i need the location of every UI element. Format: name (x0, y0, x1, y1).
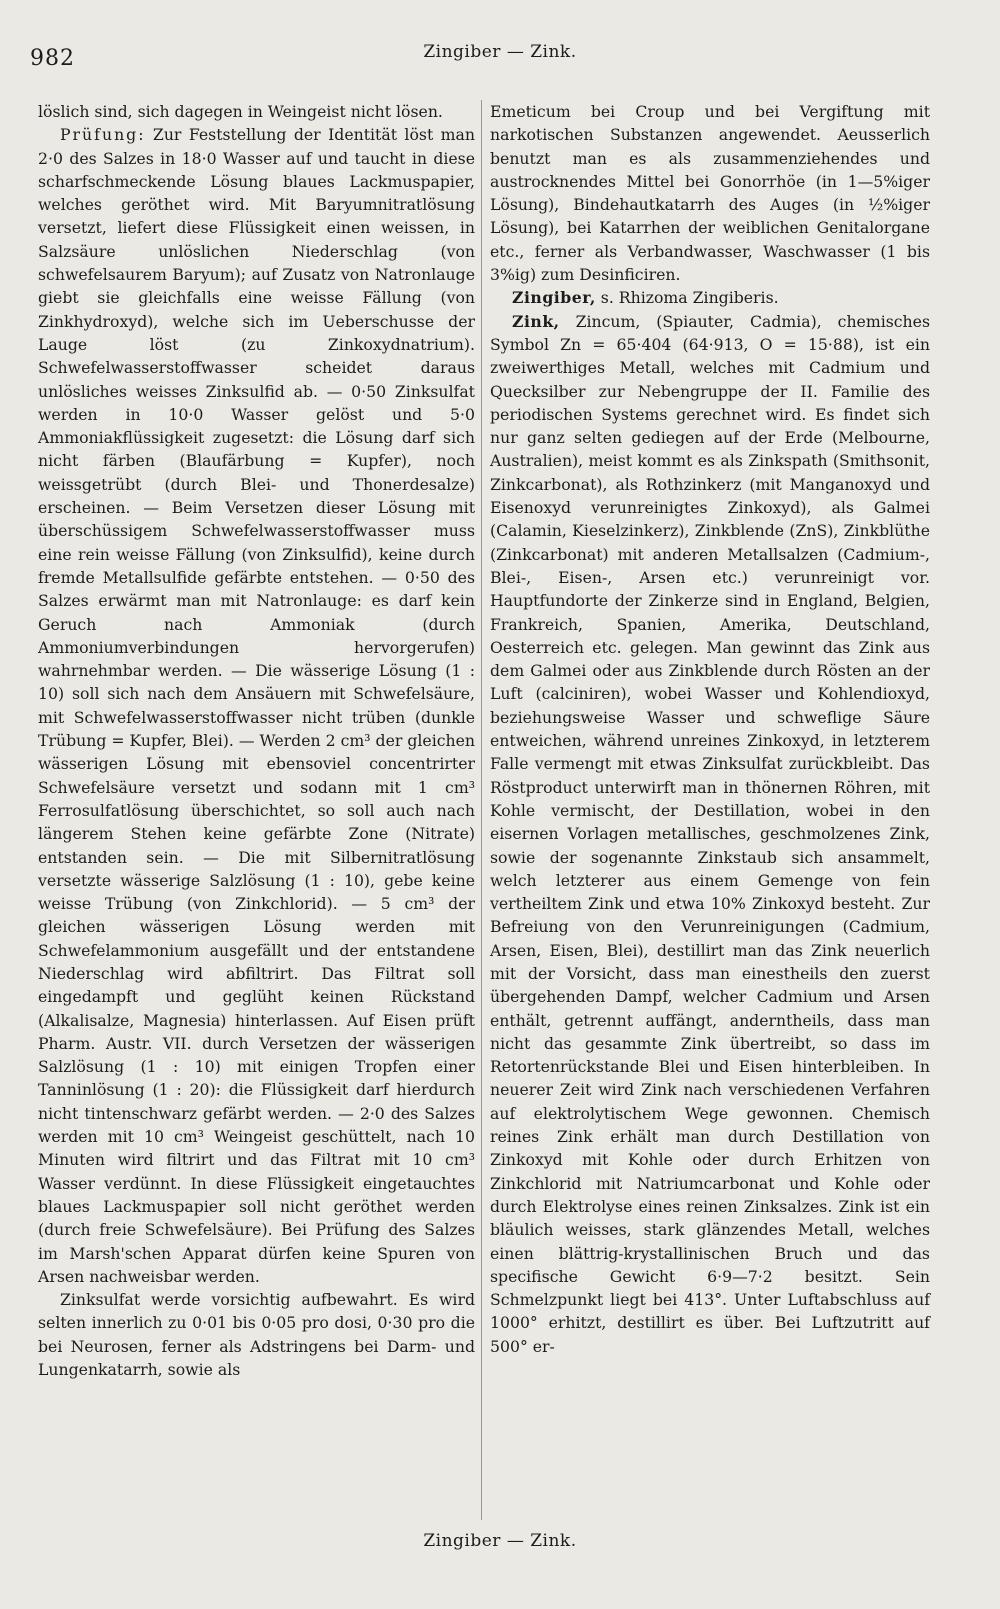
column-divider (481, 100, 482, 1520)
page-number: 982 (30, 46, 75, 71)
running-head: Zingiber — Zink. (423, 42, 577, 62)
right-paragraph-1: Emeticum bei Croup und bei Vergiftung mit narkotischen Substanzen angewendet. Aeusserlich benutzt man es als zusammenziehendes und austrocknendes Mittel bei Gonorrhöe (in 1—5%iger Lösung), Bindehautkatarrh des Auges (in ½%iger Lösung), bei Katarrhen der weiblichen Genitalorgane etc., ferner als Verbandwasser, Waschwasser (1 bis 3%ig) zum Desinficiren. (490, 102, 930, 285)
entry-zingiber-head: Zingiber, (512, 288, 596, 308)
pruefung-label: Prüfung: (60, 125, 146, 145)
left-paragraph-3: Zinksulfat werde vorsichtig aufbewahrt. Es wird selten innerlich zu 0·01 bis 0·05 pro dosi, 0·30 pro die bei Neurosen, ferner als Adstringens bei Darm- und Lungenkatarrh, sowie als (38, 1290, 475, 1380)
left-column (38, 100, 475, 1381)
entry-zingiber (490, 286, 930, 309)
entry-zink (490, 310, 930, 1358)
page-footer: Zingiber — Zink. (423, 1531, 577, 1551)
pruefung-text: Zur Feststellung der Identität löst man 2·0 des Salzes in 18·0 Wasser auf und taucht in diese scharfschmeckende Lösung blaues Lackmuspapier, welches geröthet wird. Mit Baryumnitratlösung versetzt, liefert diese Flüssigkeit einen weissen, in Salzsäure unlöslichen Niederschlag (von schwefelsaurem Baryum); auf Zusatz von Natronlauge giebt sie gleichfalls eine weisse Fällung (von Zinkhydroxyd), welche sich im Ueberschusse der Lauge löst (zu Zinkoxydnatrium). Schwefelwasserstoffwasser scheidet daraus unlösliches weisses Zinksulfid ab. — 0·50 Zinksulfat werden in 10·0 Wasser gelöst und 5·0 Ammoniakflüssigkeit zugesetzt: die Lösung darf sich nicht färben (Blaufärbung = Kupfer), noch weissgetrübt (durch Blei- und Thonerdesalze) erscheinen. — Beim Versetzen dieser Lösung mit überschüssigem Schwefelwasserstoffwasser muss eine rein weisse Fällung (von Zinksulfid), keine durch fremde Metallsulfide gefärbte entstehen. — 0·50 des Salzes erwärmt man mit Natronlauge: es darf kein Geruch nach Ammoniak (durch Ammoniumverbindungen hervorgerufen) wahrnehmbar werden. — Die wässerige Lösung (1 : 10) soll sich nach dem Ansäuern mit Schwefelsäure, mit Schwefelwasserstoffwasser nicht trüben (dunkle Trübung = Kupfer, Blei). — Werden 2 cm³ der gleichen wässerigen Lösung mit ebensoviel concentrirter Schwefelsäure versetzt und sodann mit 1 cm³ Ferrosulfatlösung überschichtet, so soll auch nach längerem Stehen keine gefärbte Zone (Nitrate) entstanden sein. — Die mit Silbernitratlösung versetzte wässerige Salzlösung (1 : 10), gebe keine weisse Trübung (von Zinkchlorid). — 5 cm³ der gleichen wässerigen Lösung werden mit Schwefelammonium ausgefällt und der entstandene Niederschlag wird abfiltrirt. Das Filtrat soll eingedampft und geglüht keinen Rückstand (Alkalisalze, Magnesia) hinterlassen. Auf Eisen prüft Pharm. Austr. VII. durch Versetzen der wässerigen Salzlösung (1 : 10) mit einigen Tropfen einer Tanninlösung (1 : 20): die Flüssigkeit darf hierdurch nicht tintenschwarz gefärbt werden. — 2·0 des Salzes werden mit 10 cm³ Weingeist geschüttelt, nach 10 Minuten wird filtrirt und das Filtrat mit 10 cm³ Wasser verdünnt. In diese Flüssigkeit eingetauchtes blaues Lackmuspapier soll nicht geröthet werden (durch freie Schwefelsäure). Bei Prüfung des Salzes im Marsh'schen Apparat dürfen keine Spuren von Arsen nachweisbar werden. (38, 125, 475, 1286)
right-column (490, 100, 930, 1358)
entry-zink-text: Zincum, (Spiauter, Cadmia), chemisches Symbol Zn = 65·404 (64·913, O = 15·88), ist ein zweiwerthiges Metall, welches mit Cadmium und Quecksilber zur Nebengruppe der II. Familie des periodischen Systems gerechnet wird. Es findet sich nur ganz selten gediegen auf der Erde (Melbourne, Australien), meist kommt es als Zinkspath (Smithsonit, Zinkcarbonat), als Rothzinkerz (mit Manganoxyd und Eisenoxyd verunreinigtes Zinkoxyd), als Galmei (Calamin, Kieselzinkerz), Zinkblende (ZnS), Zinkblüthe (Zinkcarbonat) mit anderen Metallsalzen (Cadmium-, Blei-, Eisen-, Arsen etc.) verunreinigt vor. Hauptfundorte der Zinkerze sind in England, Belgien, Frankreich, Spanien, Amerika, Deutschland, Oesterreich etc. gelegen. Man gewinnt das Zink aus dem Galmei oder aus Zinkblende durch Rösten an der Luft (calciniren), wobei Wasser und Kohlendioxyd, beziehungsweise Wasser und schweflige Säure entweichen, während unreines Zinkoxyd, in letzterem Falle vermengt mit etwas Zinksulfat zurückbleibt. Das Röstproduct unterwirft man in thönernen Röhren, mit Kohle vermischt, der Destillation, wobei in den eisernen Vorlagen metallisches, geschmolzenes Zink, sowie der sogenannte Zinkstaub sich ansammelt, welch letzterer aus einem Gemenge von fein vertheiltem Zink und etwa 10% Zinkoxyd besteht. Zur Befreiung von den Verunreinigungen (Cadmium, Arsen, Eisen, Blei), destillirt man das Zink neuerlich mit der Vorsicht, dass man einestheils den zuerst übergehenden Dampf, welcher Cadmium und Arsen enthält, getrennt auffängt, anderntheils, dass man nicht das gesammte Zink übertreibt, so dass im Retortenrückstande Blei und Eisen hinterbleiben. In neuerer Zeit wird Zink nach verschiedenen Verfahren auf elektrolytischem Wege gewonnen. Chemisch reines Zink erhält man durch Destillation von Zinkoxyd mit Kohle oder durch Erhitzen von Zinkchlorid mit Natriumcarbonat und Kohle oder durch Elektrolyse eines reinen Zinksalzes. Zink ist ein bläulich weisses, stark glänzendes Metall, welches einen blättrig-krystallinischen Bruch und das specifische Gewicht 6·9—7·2 besitzt. Sein Schmelzpunkt liegt bei 413°. Unter Luftabschluss auf 1000° erhitzt, destillirt es über. Bei Luftzutritt auf 500° er- (490, 311, 930, 1356)
left-paragraph-1: löslich sind, sich dagegen in Weingeist nicht lösen. (38, 102, 443, 121)
entry-zink-head: Zink, (512, 311, 560, 331)
entry-zingiber-text: s. Rhizoma Zingiberis. (595, 288, 779, 308)
left-paragraph-2 (38, 123, 475, 1288)
